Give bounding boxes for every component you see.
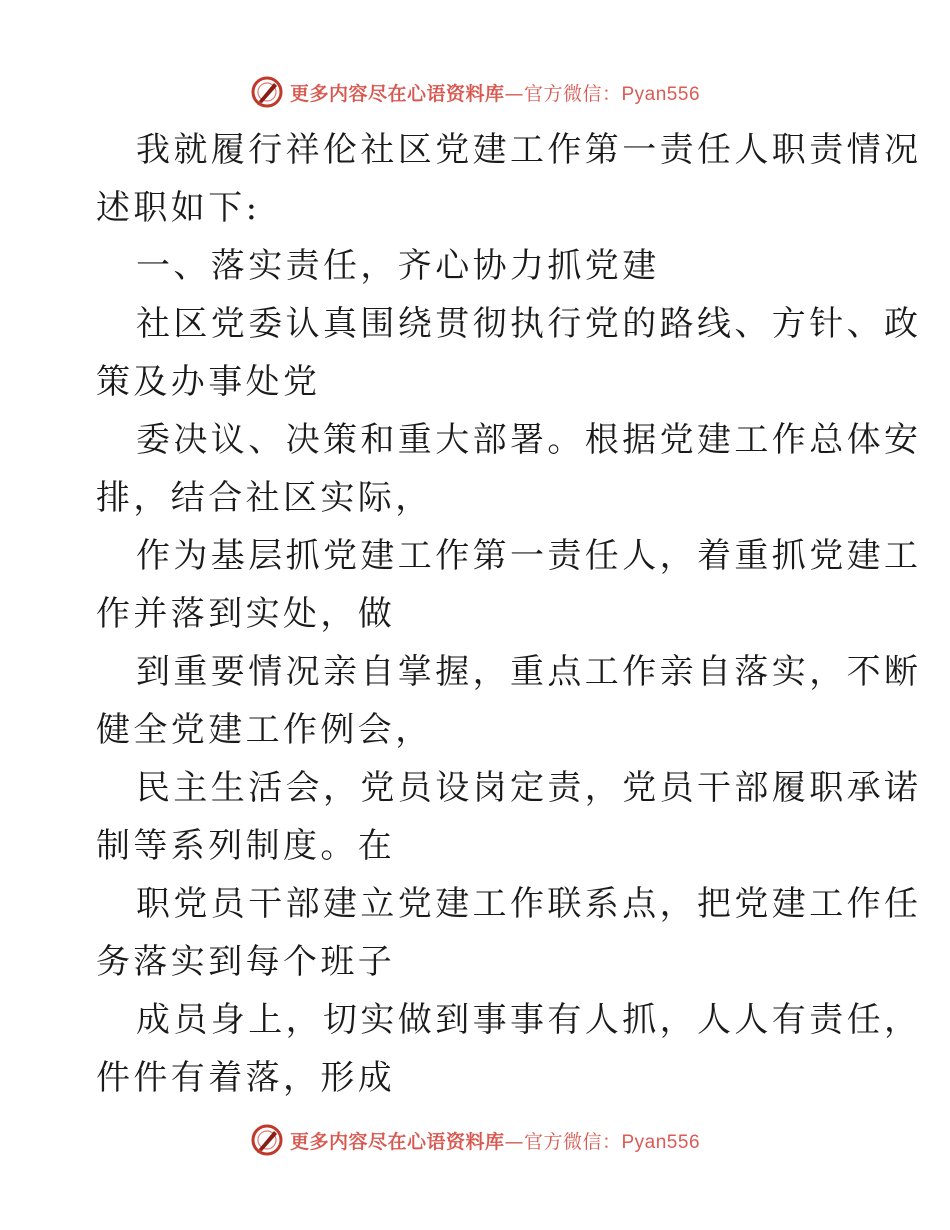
footer-banner-wechat-label: 官方微信： (523, 1130, 622, 1153)
text-line-13: 制等系列制度。在 (96, 826, 396, 866)
text-line-9: 作并落到实处，做 (96, 594, 396, 634)
header-banner-dash: — (504, 82, 524, 105)
header-banner-text (290, 79, 700, 106)
header-banner-handle: Pyan556 (621, 83, 701, 105)
text-line-4: 社区党委认真围绕贯彻执行党的路线、方针、政 (136, 304, 922, 344)
text-line-2: 述职如下: (96, 188, 261, 228)
text-line-8: 作为基层抓党建工作第一责任人，着重抓党建工 (136, 536, 922, 576)
text-line-6: 委决议、决策和重大部署。根据党建工作总体安 (136, 420, 922, 460)
text-line-17: 件件有着落，形成 (96, 1058, 396, 1098)
document-body (96, 121, 922, 1107)
section-heading-1: 一、落实责任，齐心协力抓党建 (136, 246, 660, 286)
footer-banner-text (290, 1127, 700, 1154)
footer-banner-handle: Pyan556 (621, 1131, 701, 1153)
pen-circle-logo-icon (250, 1123, 284, 1157)
text-line-10: 到重要情况亲自掌握，重点工作亲自落实，不断 (136, 652, 922, 692)
header-banner-wechat-label: 官方微信： (523, 82, 622, 105)
text-line-15: 务落实到每个班子 (96, 942, 396, 982)
text-line-12: 民主生活会，党员设岗定责，党员干部履职承诺 (136, 768, 922, 808)
footer-watermark-banner (0, 1118, 950, 1162)
text-line-11: 健全党建工作例会， (96, 710, 433, 750)
header-watermark-banner (0, 70, 950, 114)
footer-banner-dash: — (504, 1130, 524, 1153)
text-line-16: 成员身上，切实做到事事有人抓，人人有责任， (136, 1000, 922, 1040)
pen-circle-logo-icon (250, 75, 284, 109)
text-line-5: 策及办事处党 (96, 362, 321, 402)
text-line-7: 排，结合社区实际， (96, 478, 433, 518)
text-line-14: 职党员干部建立党建工作联系点，把党建工作任 (136, 884, 922, 924)
text-line-1: 我就履行祥伦社区党建工作第一责任人职责情况 (136, 130, 922, 170)
header-banner-title: 更多内容尽在心语资料库 (289, 82, 505, 105)
footer-banner-title: 更多内容尽在心语资料库 (289, 1130, 505, 1153)
